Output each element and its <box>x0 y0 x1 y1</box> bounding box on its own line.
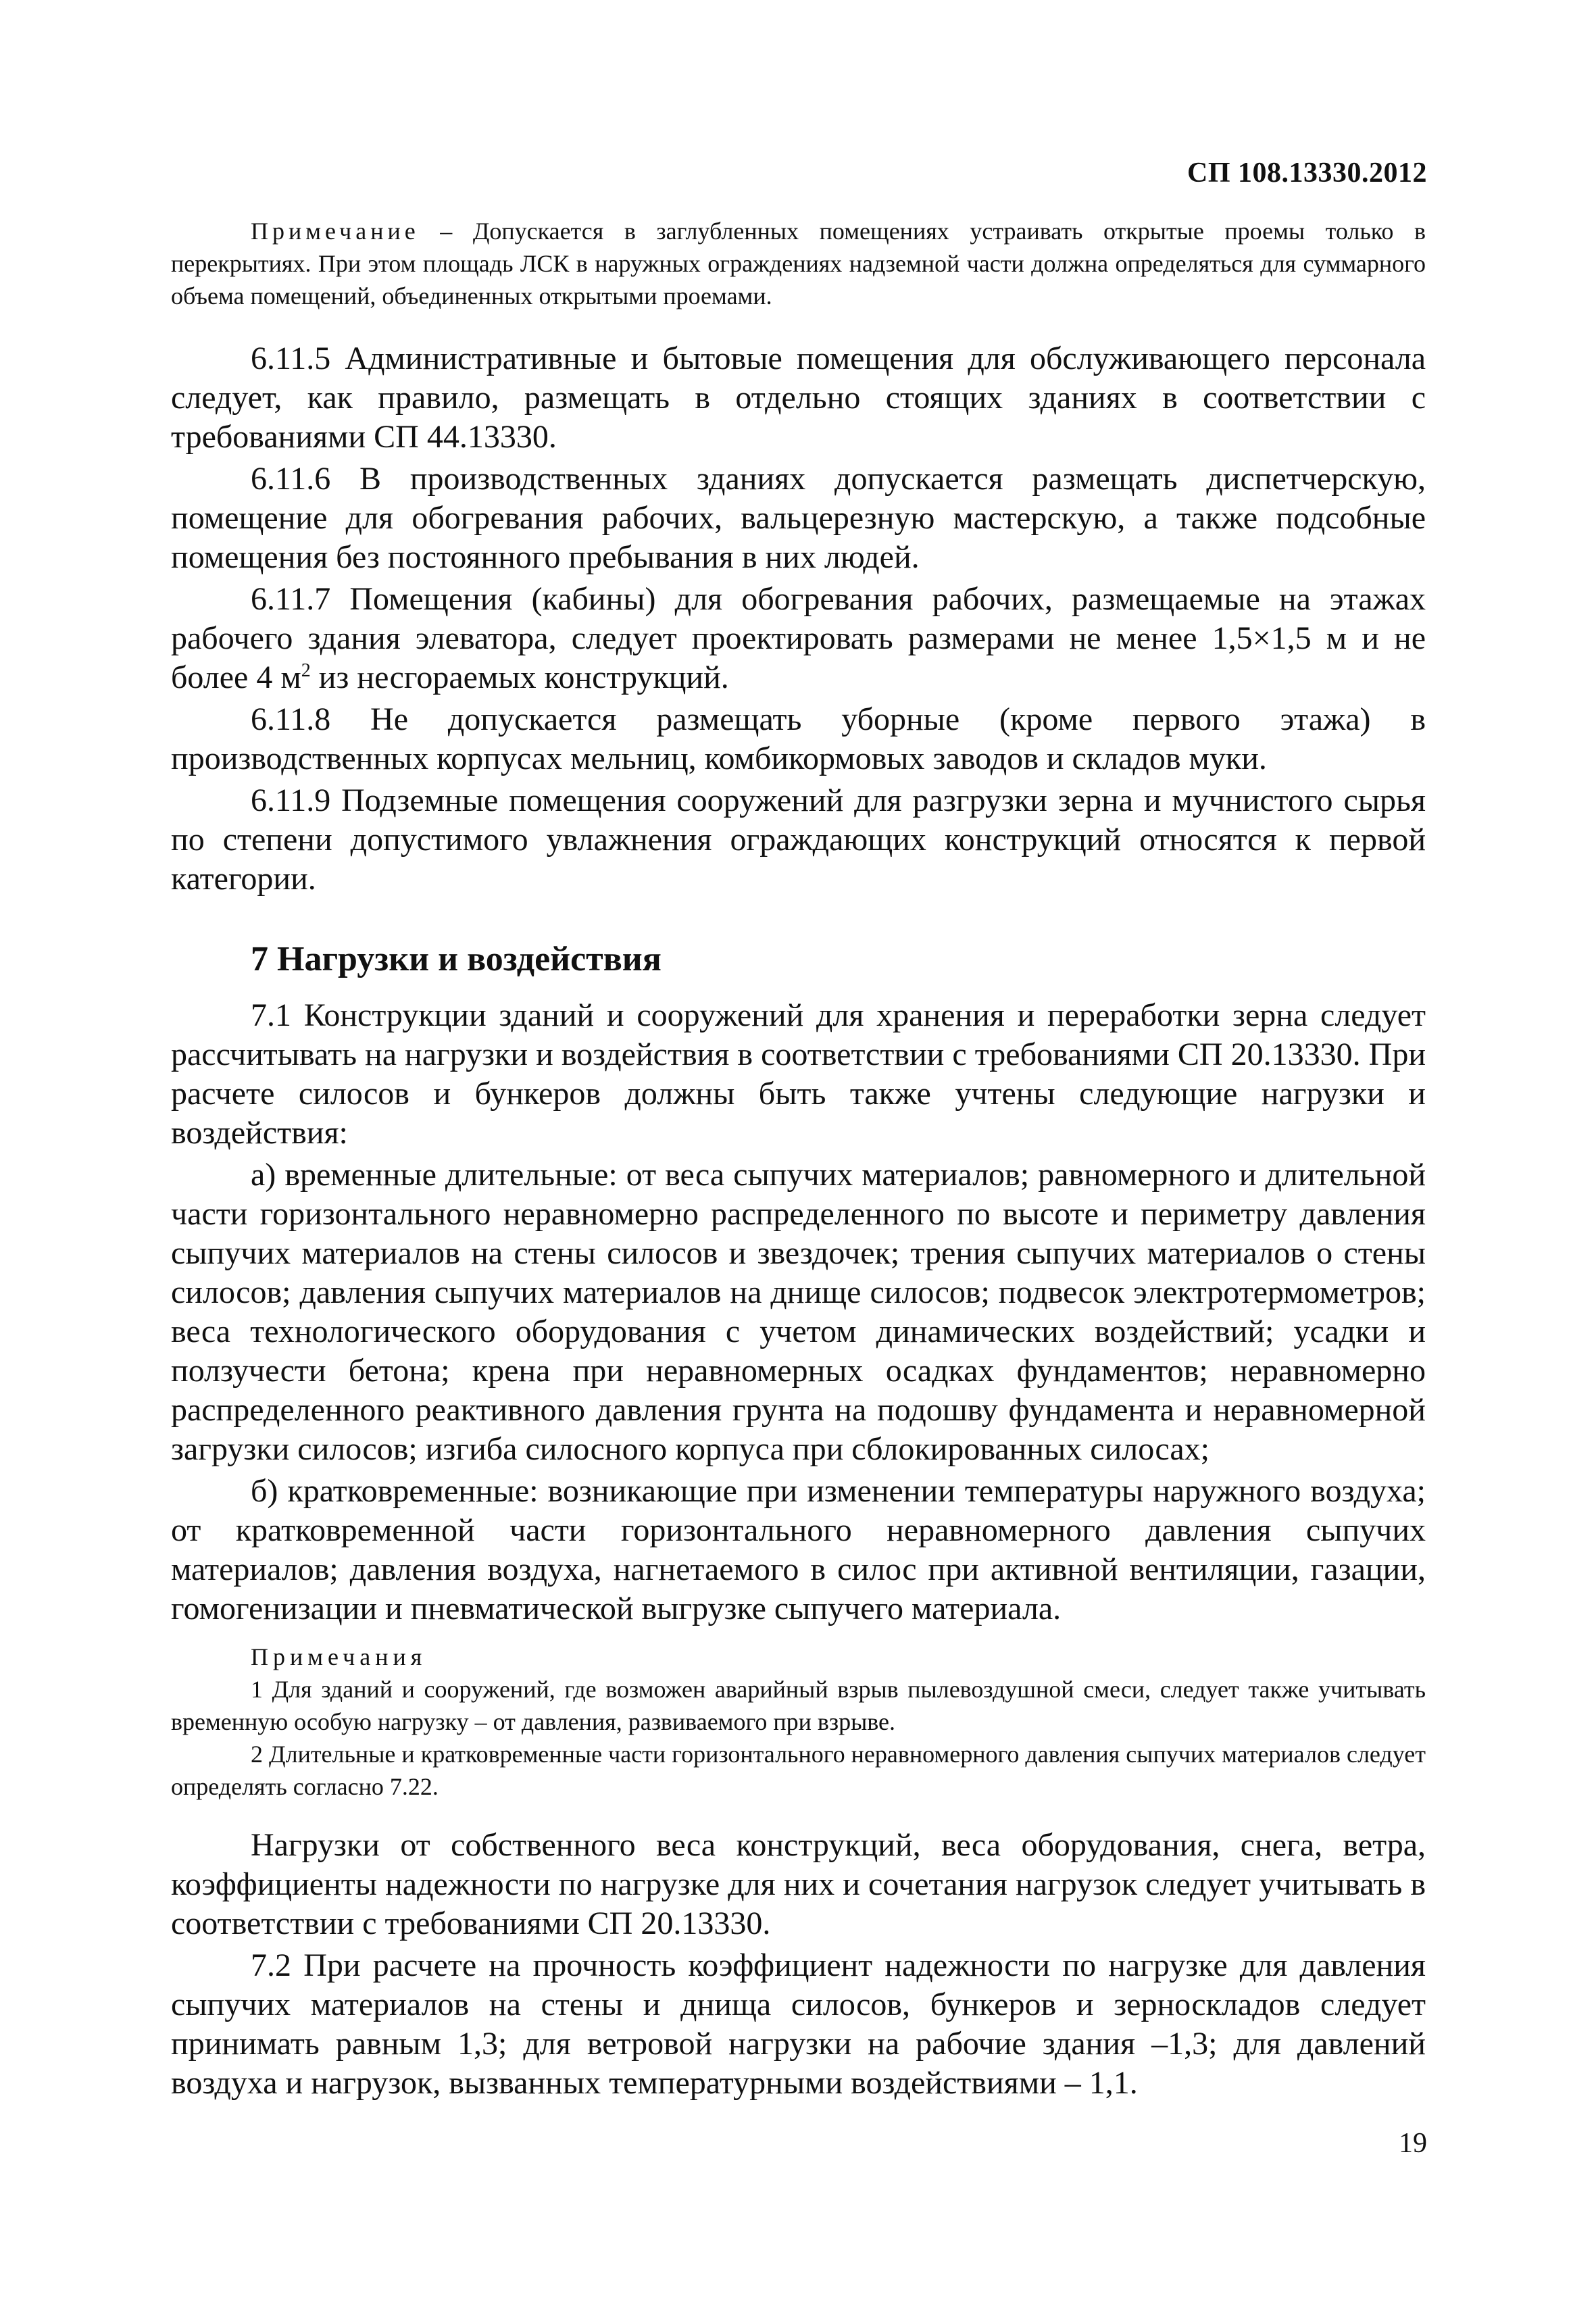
page-content <box>171 215 1426 2103</box>
note-1: 1 Для зданий и сооружений, где возможен аварийный взрыв пылевоздушной смеси, следует также учитывать временную особую нагрузку – от давления, развиваемого при взрыве. <box>171 1676 1426 1735</box>
note-text: – Допускается в заглубленных помещениях устраивать открытые проемы только в перекрытиях. При этом площадь ЛСК в наружных ограждениях надземной части должна определяться для суммарного объема помещений, объединенных открытыми проемами. <box>171 218 1426 309</box>
list-item-a: а) временные длительные: от веса сыпучих материалов; равномерного и длительной части горизонтального неравномерно распределенного по высоте и периметру давления сыпучих материалов на стены силосов и звездочек; трения сыпучих материалов о стены силосов; давления сыпучих материалов на днище силосов; подвесок электротермометров; веса технологического оборудования с учетом динамических воздействий; усадки и ползучести бетона; крена при неравномерных осадках фундаментов; неравномерно распределенного реактивного давления грунта на подошву фундамента и неравномерной загрузки силосов; изгиба силосного корпуса при сблокированных силосах; <box>171 1157 1426 1467</box>
note-2: 2 Длительные и кратковременные части горизонтального неравномерного давления сыпучих материалов следует определять согласно 7.22. <box>171 1741 1426 1800</box>
paragraph-6-11-7 <box>171 580 1426 697</box>
paragraph-6-11-7-text-a: 6.11.7 Помещения (кабины) для обогревания рабочих, размещаемые на этажах рабочего здания элеватора, следует проектировать размерами не менее 1,5×1,5 м и не более 4 м <box>171 581 1426 695</box>
paragraph-6-11-5: 6.11.5 Административные и бытовые помещения для обслуживающего персонала следует, как правило, размещать в отдельно стоящих зданиях в соответствии с требованиями СП 44.13330. <box>171 341 1426 455</box>
superscript-2: 2 <box>301 660 311 681</box>
section-7-heading: 7 Нагрузки и воздействия <box>251 940 662 978</box>
paragraph-6-11-6: 6.11.6 В производственных зданиях допускается размещать диспетчерскую, помещение для обогревания рабочих, вальцерезную мастерскую, а также подсобные помещения без постоянного пребывания в них людей. <box>171 461 1426 575</box>
paragraph-6-11-7-text-b: из несгораемых конструкций. <box>310 659 729 695</box>
paragraph-7-2: 7.2 При расчете на прочность коэффициент надежности по нагрузке для давления сыпучих материалов на стены и днища силосов, бункеров и зерноскладов следует принимать равным 1,3; для ветровой нагрузки на рабочие здания –1,3; для давлений воздуха и нагрузок, вызванных температурными воздействиями – 1,1. <box>171 1947 1426 2101</box>
paragraph-6-11-9: 6.11.9 Подземные помещения сооружений для разгрузки зерна и мучнистого сырья по степени допустимого увлажнения ограждающих конструкций относятся к первой категории. <box>171 782 1426 897</box>
list-item-b: б) кратковременные: возникающие при изменении температуры наружного воздуха; от кратковременной части горизонтального неравномерного давления сыпучих материалов; давления воздуха, нагнетаемого в силос при активной вентиляции, газации, гомогенизации и пневматической выгрузке сыпучего материала. <box>171 1473 1426 1626</box>
paragraph-7-1: 7.1 Конструкции зданий и сооружений для хранения и переработки зерна следует рассчитывать на нагрузки и воздействия в соответствии с требованиями СП 20.13330. При расчете силосов и бункеров должны быть также учтены следующие нагрузки и воздействия: <box>171 997 1426 1151</box>
document-code: СП 108.13330.2012 <box>1187 157 1427 189</box>
note-label: Примечание <box>251 218 420 245</box>
page-number: 19 <box>1399 2128 1427 2159</box>
paragraph-6-11-8: 6.11.8 Не допускается размещать уборные (кроме первого этажа) в производственных корпусах мельниц, комбикормовых заводов и складов муки. <box>171 701 1426 776</box>
notes-title: Примечания <box>251 1643 427 1670</box>
note-top <box>171 215 1426 312</box>
paragraph-loads: Нагрузки от собственного веса конструкций, веса оборудования, снега, ветра, коэффициенты надежности по нагрузке для них и сочетания нагрузок следует учитывать в соответствии с требованиями СП 20.13330. <box>171 1827 1426 1941</box>
